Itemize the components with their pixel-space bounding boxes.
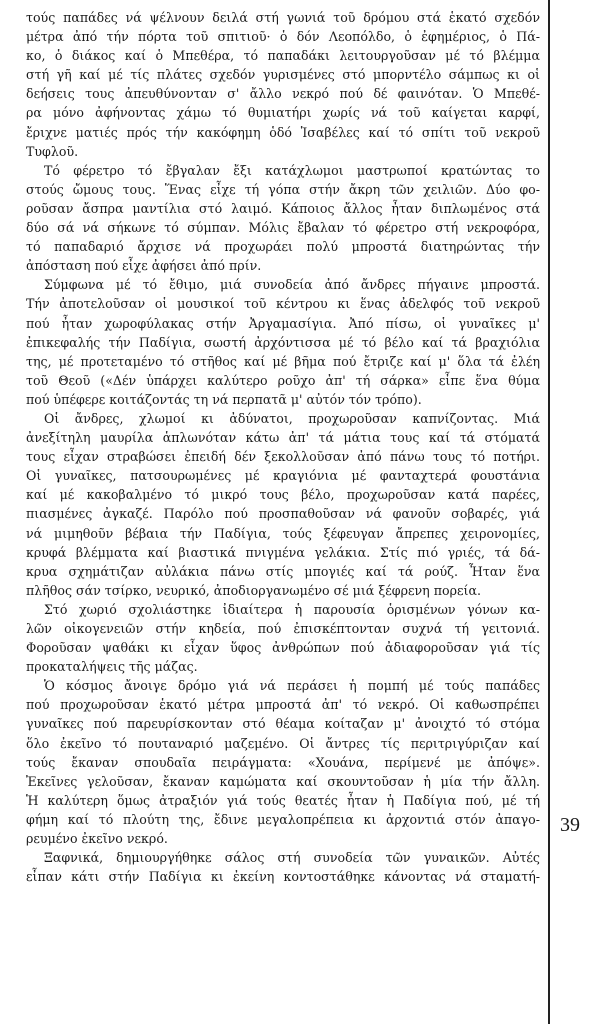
text-line: τους εἶχαν στραβώσει ἐπειδή δέν ξεκολλοῦσαν ἀπό πάνω τους τό ποτήρι. [26,449,540,465]
text-line: καί μέ κακοβαλμένο τό μικρό τους βέλο, προχωροῦσαν κατά παρέες, [26,487,540,503]
text-line: ἐπικεφαλής τήν Παδίγια, σωστή ἀρχόντισσα μέ τό βέλο καί τά βραχιόλια [26,334,540,350]
text-line: δύο σά νά σήκωνε τό σύμπαν. Μόλις ἔβαλαν τό φέρετρο στή νεκροφόρα, [26,220,540,236]
text-line: φήμη καί τό πλούτη της, ἔδινε μεγαλοπρέπεια κι ἀρχοντιά στόν ἀπαγο- [26,811,540,827]
text-line: ροῦσαν ἄσπρα μαντίλια στό λαιμό. Κάποιος ἄλλος ἦταν διπλωμένος στά [26,200,540,216]
text-line: λῶν οἰκογενειῶν στήν κηδεία, πού ἐπισκέπτονταν συχνά τή γειτονιά. [26,621,540,636]
text-line: Τυφλοῦ. [26,143,79,159]
text-line: πλῆθος σάν τσίρκο, νευρικό, ἀποδιοργανωμένο σέ μιά ξέφρενη πορεία. [26,582,481,598]
text-line: Τήν ἀποτελοῦσαν οἱ μουσικοί τοῦ κέντρου κι ἕνας ἀδελφός τοῦ νεκροῦ [26,296,540,312]
text-line: γυναῖκες πού παρευρίσκονταν στό θέαμα κοίταζαν μ' ἀνοιχτό τό στόμα [26,716,540,732]
text-line: κρυα σχημάτιζαν αὐλάκια πάνω στίς μπογιές καί τά ρούζ. Ἦταν ἕνα [26,563,540,579]
text-line: τούς ἔκαναν σπουδαῖα πειράγματα: «Χουάνα, περίμενέ με ἀπόψε». [26,754,540,770]
text-line: ρευμένο ἐκεῖνο νεκρό. [26,831,168,847]
margin-rule [548,0,550,1024]
paragraph [26,600,540,676]
text-line: Οἱ ἄνδρες, χλωμοί κι ἀδύνατοι, προχωροῦσαν καπνίζοντας. Μιά [44,410,540,426]
text-line: ρα μόνο ἀφήνοντας χάμω τό θυμιατήρι χωρίς νά τοῦ καίγεται καρφί, [26,105,540,121]
paragraph [26,676,540,848]
text-line: ἀπόσταση πού εἶχε ἀφήσει ἀπό πρίν. [26,258,262,274]
text-line: Σύμφωνα μέ τό ἔθιμο, μιά συνοδεία ἀπό ἄνδρες πήγαινε μπροστά. [44,277,540,293]
paragraph [26,409,540,600]
paragraph [26,8,540,161]
text-line: προκαταλήψεις τῆς μάζας. [26,659,198,675]
text-line: κο, ὁ διάκος καί ὁ Μπεθέρα, τό παπαδάκι λειτουργοῦσαν μέ τό βλέμμα [26,48,540,64]
text-line: πιασμένες ἀγκαζέ. Παρόλο πού προσπαθοῦσαν νά φανοῦν σοβαρές, γιά [26,506,540,522]
text-line: εἶπαν κάτι στήν Παδίγια κι ἐκείνη κοντοστάθηκε κάνοντας νά σταματή- [26,869,540,885]
text-line: Φοροῦσαν ψαθάκι κι εἶχαν ὕφος ἀνθρώπων πού ἀδιαφοροῦσαν γιά τίς [26,640,540,656]
text-line: κρυφά βλέμματα καί βιαστικά πνιγμένα γελάκια. Στίς πιό γριές, τά δά- [26,544,540,560]
text-line: Ἐκεῖνες γελοῦσαν, ἔκαναν καμώματα καί σκουντοῦσαν ἡ μία τήν ἄλλη. [26,773,540,789]
text-line: Στό χωριό σχολιάστηκε ἰδιαίτερα ἡ παρουσία ὁρισμένων γόνων κα- [44,601,540,617]
text-line: ἔριχνε ματιές πρός τήν κακόφημη ὁδό Ἰσαβέλες καί τό σπίτι τοῦ νεκροῦ [26,124,540,140]
page-number: 39 [560,814,580,836]
text-line: Τό φέρετρο τό ἔβγαλαν ἔξι κατάχλωμοι μαστρωποί κρατώντας το [44,162,540,178]
text-line: πού ὑπέφερε κοιτάζοντάς τη νά περπατᾶ μ' αὐτόν τόν τρόπο). [26,391,422,407]
text-line: στούς ὤμους τους. Ἕνας εἶχε τή γόπα στήν ἄκρη τῶν χειλιῶν. Δύο φο- [26,181,540,197]
text-line: πού ἦταν χωροφύλακας στήν Ἀργαμασίγια. Ἀπό πίσω, οἱ γυναῖκες μ' [26,315,540,331]
text-line: πού προχωροῦσαν ἑκατό μέτρα μπροστά ἀπ' τό νεκρό. Οἱ καθωσπρέπει [26,697,540,713]
body-text [26,8,540,886]
paragraph [26,848,540,886]
text-line: Ἡ καλύτερη ὅμως ἀτραξιόν γιά τούς θεατές ἦταν ἡ Παδίγια πού, μέ τή [26,792,540,808]
text-line: στή γῆ καί μέ τίς πλάτες σχεδόν γυρισμένες στό μπορντέλο σάμπως κι οἱ [26,67,540,83]
text-line: τό παπαδαριό ἄρχισε νά προχωράει πολύ μπροστά διατηρώντας τήν [26,239,540,255]
text-line: ἀνεξίτηλη μαυρίλα ἁπλωνόταν κάτω ἀπ' τά μάτια τους καί τά στόματά [26,430,540,446]
text-line: Οἱ γυναῖκες, πατσουρωμένες μέ κραγιόνια μέ φανταχτερά φουστάνια [26,468,540,484]
text-line: Ὁ κόσμος ἄνοιγε δρόμο γιά νά περάσει ἡ πομπή μέ τούς παπάδες [44,678,540,694]
text-line: τοῦ Θεοῦ («Δέν ὑπάρχει καλύτερο ροῦχο ἀπ' τή σάρκα» εἶπε ἕνα θύμα [26,372,540,388]
text-line: νά μιμηθοῦν βέβαια τήν Παδίγια, τούς ξέφευγαν ἄπρεπες χειρονομίες, [26,525,540,541]
text-line: ὅλο ἐκεῖνο τό πουταναριό μαζεμένο. Οἱ ἄντρες τίς περιτριγύριζαν καί [26,735,540,751]
text-line: μέτρα ἀπό τήν πόρτα τοῦ σπιτιοῦ· ὁ δόν Λεοπόλδο, ὁ ἐφημέριος, ὁ Πά- [26,29,540,45]
text-line: Ξαφνικά, δημιουργήθηκε σάλος στή συνοδεία τῶν γυναικῶν. Αὐτές [44,850,540,866]
paragraph [26,275,540,409]
paragraph [26,161,540,276]
text-line: δεήσεις τους ἀπευθύνονταν σ' ἄλλο νεκρό πού δέ φαινόταν. Ὁ Μπεθέ- [26,86,540,102]
text-line: τούς παπάδες νά ψέλνουν δειλά στή γωνιά τοῦ δρόμου στά ἑκατό σχεδόν [26,10,540,25]
text-line: της, μέ προτεταμένο τό στῆθος καί μέ βῆμα πού ἔτριζε καί μ' ὅλα τά ἐλέη [26,353,540,369]
